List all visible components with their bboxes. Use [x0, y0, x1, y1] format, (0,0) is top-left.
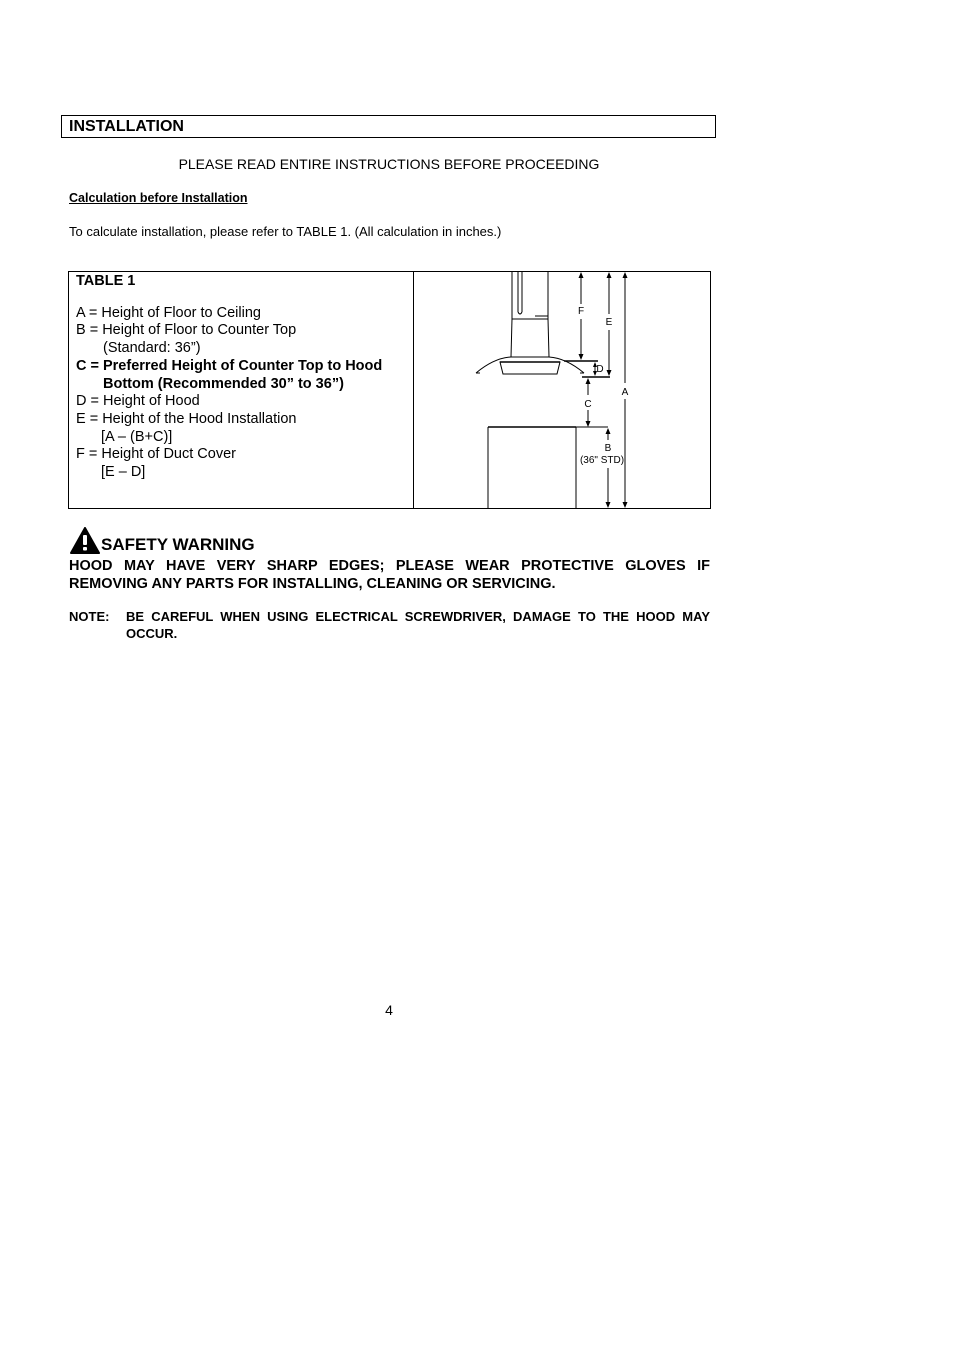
read-instructions-note: PLEASE READ ENTIRE INSTRUCTIONS BEFORE PROCEEDING — [178, 156, 600, 172]
label-a: A — [621, 387, 629, 398]
section-header: INSTALLATION — [61, 115, 716, 138]
definition-c-note: Bottom (Recommended 30” to 36”) — [103, 375, 344, 392]
label-c: C — [584, 399, 592, 410]
hood-dimension-diagram — [414, 272, 711, 508]
label-f: F — [577, 306, 585, 317]
dimension-b — [606, 428, 611, 508]
table-1-title: TABLE 1 — [76, 273, 136, 289]
duct-cover — [512, 272, 548, 319]
definition-d: D = Height of Hood — [76, 393, 200, 410]
safety-warning-text: HOOD MAY HAVE VERY SHARP EDGES; PLEASE WEAR PROTECTIVE GLOVES IF REMOVING ANY PARTS FOR INSTALLING, CLEANING OR SERVICING. — [69, 558, 710, 592]
hood-body — [476, 319, 584, 374]
label-b-std: (36" STD) — [579, 455, 625, 466]
label-d: D — [596, 364, 604, 375]
page-number: 4 — [385, 1002, 393, 1018]
definition-f: F = Height of Duct Cover — [76, 446, 236, 463]
note-text: BE CAREFUL WHEN USING ELECTRICAL SCREWDRIVER, DAMAGE TO THE HOOD MAY OCCUR. — [126, 609, 710, 641]
calc-heading: Calculation before Installation — [69, 191, 248, 205]
definition-c: C = Preferred Height of Counter Top to Hood — [76, 357, 383, 374]
definition-b-note: (Standard: 36”) — [103, 340, 201, 357]
definition-f-formula: [E – D] — [101, 464, 146, 481]
definition-e-formula: [A – (B+C)] — [101, 428, 173, 445]
definition-e: E = Height of the Hood Installation — [76, 410, 297, 427]
safety-warning-heading: SAFETY WARNING — [101, 535, 255, 554]
note-label: NOTE: — [69, 609, 110, 624]
definition-b: B = Height of Floor to Counter Top — [76, 322, 297, 339]
label-b: B — [604, 443, 612, 454]
table-1 — [68, 271, 711, 509]
counter — [488, 427, 576, 508]
definition-a: A = Height of Floor to Ceiling — [76, 304, 261, 321]
calc-intro-text: To calculate installation, please refer to TABLE 1. (All calculation in inches.) — [69, 224, 502, 239]
table-1-definitions — [76, 272, 411, 482]
warning-triangle-icon — [70, 527, 100, 555]
label-e: E — [605, 317, 613, 328]
safety-warning-title — [70, 525, 255, 555]
